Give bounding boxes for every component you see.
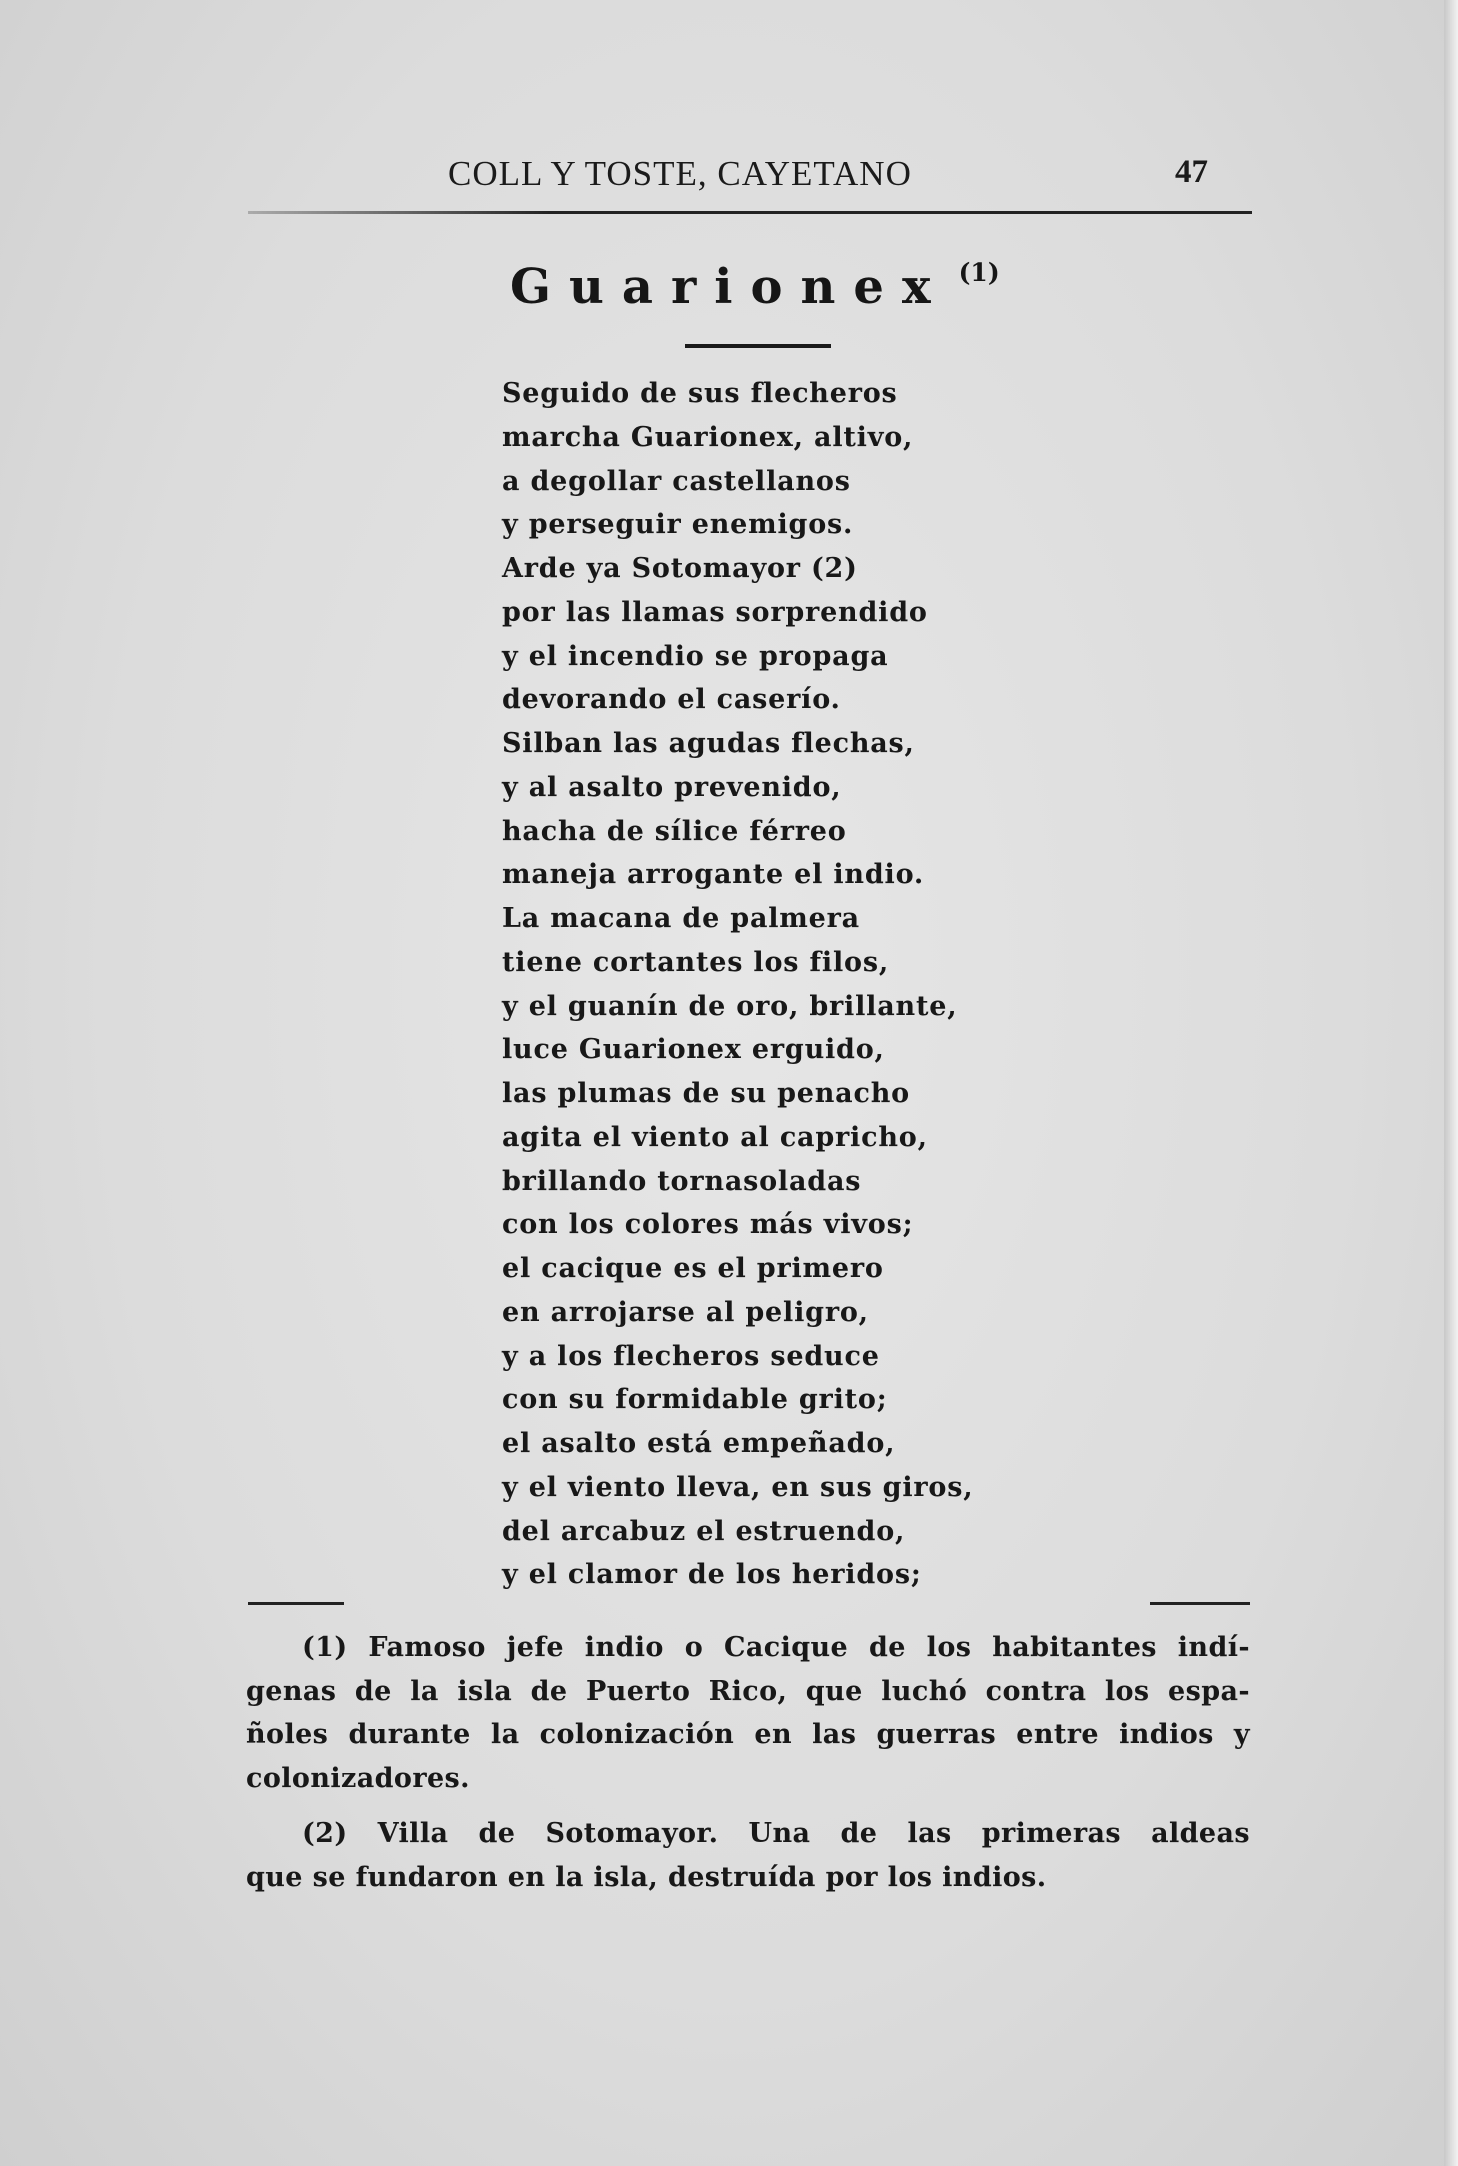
verse-line: a degollar castellanos [502, 465, 851, 497]
verse-line: marcha Guarionex, altivo, [502, 421, 914, 453]
footnote-line: (1) Famoso jefe indio o Cacique de los habitantes indí- [302, 1632, 1250, 1663]
footnote-2 [246, 1812, 1250, 1899]
verse-line: luce Guarionex erguido, [502, 1034, 885, 1066]
header-rule [248, 211, 1252, 214]
footnote-line: genas de la isla de Puerto Rico, que luchó contra los espa- [246, 1675, 1250, 1707]
running-head-author: COLL Y TOSTE, CAYETANO [448, 154, 912, 193]
footnotes [246, 1626, 1250, 1911]
title-rule [685, 344, 831, 348]
verse-line: y al asalto prevenido, [502, 771, 842, 803]
verse-line: con los colores más vivos; [502, 1209, 914, 1241]
footnote-line: ñoles durante la colonización en las guerras entre indios y [246, 1719, 1250, 1750]
footnote-line: colonizadores. [246, 1762, 470, 1794]
verse-line: las plumas de su penacho [502, 1078, 910, 1109]
poem-title-text: Guarionex [510, 259, 949, 315]
verse-line: y perseguir enemigos. [502, 509, 854, 541]
title-footnote-marker: (1) [958, 258, 1000, 287]
verse-line: y el guanín de oro, brillante, [502, 990, 958, 1022]
footnote-1 [246, 1626, 1250, 1800]
verse-line: maneja arrogante el indio. [502, 859, 925, 891]
footnote-line: (2) Villa de Sotomayor. Una de las primeras aldeas [302, 1818, 1250, 1849]
poem-title [510, 258, 1000, 315]
verse-line: Silban las agudas flechas, [502, 728, 915, 759]
verse-line: La macana de palmera [502, 903, 860, 934]
verse-line: brillando tornasoladas [502, 1165, 862, 1197]
verse-line: con su formidable grito; [502, 1384, 888, 1416]
verse-line: el cacique es el primero [502, 1253, 884, 1284]
verse-line: Arde ya Sotomayor (2) [502, 553, 858, 584]
verse-line: el asalto está empeñado, [502, 1428, 896, 1459]
verse-line: hacha de sílice férreo [502, 815, 847, 847]
page-edge [1444, 0, 1458, 2166]
verse-line: por las llamas sorprendido [502, 596, 928, 628]
verse-line: y a los flecheros seduce [502, 1340, 880, 1372]
verse-line: y el viento lleva, en sus giros, [502, 1471, 974, 1503]
verse-line: del arcabuz el estruendo, [502, 1515, 906, 1547]
footnote-rule-right [1150, 1602, 1250, 1605]
verse-line: y el incendio se propaga [502, 640, 889, 672]
verse-line: agita el viento al capricho, [502, 1121, 928, 1153]
verse-line: y el clamor de los heridos; [502, 1559, 922, 1591]
verse-line: devorando el caserío. [502, 684, 841, 716]
verse-line: Seguido de sus flecheros [502, 378, 898, 409]
verse-line: tiene cortantes los filos, [502, 946, 890, 978]
footnote-rule-left [248, 1602, 344, 1605]
running-head [248, 154, 1252, 204]
verse-line: en arrojarse al peligro, [502, 1296, 869, 1328]
footnote-line: que se fundaron en la isla, destruída por los indios. [246, 1861, 1047, 1893]
poem-body [502, 372, 1062, 1597]
page-number: 47 [1175, 154, 1208, 190]
